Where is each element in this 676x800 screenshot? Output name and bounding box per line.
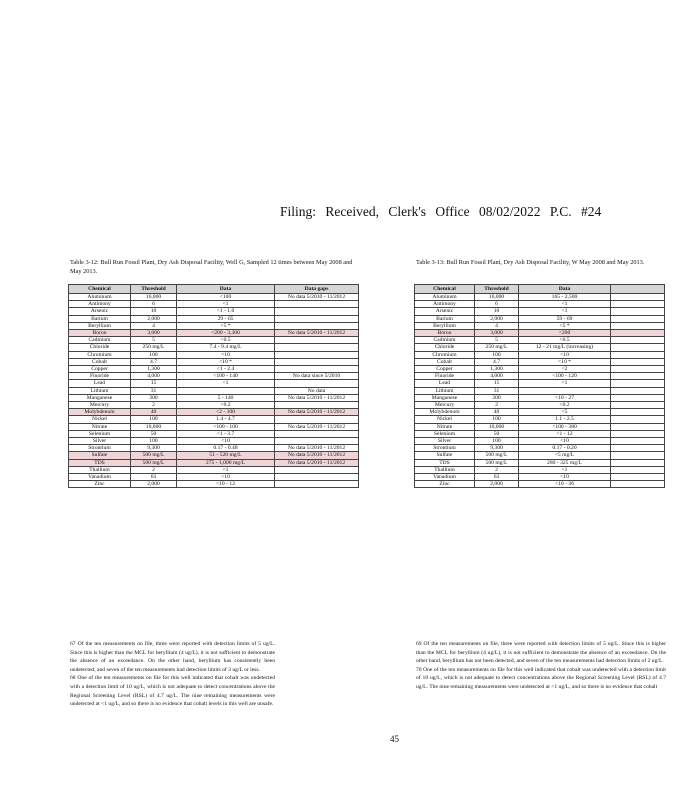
table-cell: <200 [519, 330, 611, 337]
table-cell: Nitrate [415, 423, 475, 430]
footnote: 68 One of the ten measurements on file for this well indicated that cobalt was undetected with a detection limit of 10 ug/L, which is not adequate to detect concentrations above the Regional Screening Level (RSL) of 4.7 ug/L. The nine remaining measurements were undetected at <1 ug/L, and so there is no evidence that cobalt levels in this well are unsafe. [70, 675, 275, 708]
table-cell: <10 [519, 438, 611, 445]
table-cell: 59 - 69 [519, 315, 611, 322]
table-cell: 5 - 140 [177, 394, 275, 401]
table-cell: 4 [131, 322, 177, 329]
table-cell: <1 [519, 301, 611, 308]
table-cell: 51 - 520 mg/L [177, 452, 275, 459]
table-cell: Chromium [69, 351, 131, 358]
column-header: Data [177, 285, 275, 294]
table-cell: 1.1 - 2.5 [519, 416, 611, 423]
table-row [69, 452, 359, 459]
table-cell: Antimony [415, 301, 475, 308]
table-row [69, 481, 359, 488]
table-cell [275, 481, 359, 488]
column-header: Chemical [415, 285, 475, 294]
table-cell: <100 - 100 [177, 423, 275, 430]
table-cell: Nickel [415, 416, 475, 423]
table-cell: Fluoride [415, 373, 475, 380]
table-cell: 10 [475, 308, 519, 315]
table-row [69, 416, 359, 423]
table-cell: Molybdenum [69, 409, 131, 416]
table-row [69, 373, 359, 380]
table-cell [611, 474, 665, 481]
table-cell: Manganese [415, 394, 475, 401]
table-cell: <100 [177, 294, 275, 301]
table-row [415, 438, 665, 445]
table-cell: Beryllium [415, 322, 475, 329]
table-row [415, 344, 665, 351]
table-cell: 4.7 [131, 358, 177, 365]
table-cell: Arsenic [415, 308, 475, 315]
table-row [69, 380, 359, 387]
table-cell: 9,300 [131, 445, 177, 452]
table-cell: <10 * [519, 358, 611, 365]
filing-stamp: Filing: Received, Clerk's Office 08/02/2022 P.C. #24 [280, 204, 602, 219]
table-cell [611, 301, 665, 308]
table-cell: 250 mg/L [475, 344, 519, 351]
table-cell: No data 5/2010 - 11/2012 [275, 445, 359, 452]
table-cell: <10 - 27 [519, 394, 611, 401]
table-cell [611, 322, 665, 329]
table-header-row [69, 285, 359, 294]
table-cell: 10,000 [131, 423, 177, 430]
table-cell: 300 [475, 394, 519, 401]
table-cell [611, 423, 665, 430]
table-cell [611, 452, 665, 459]
table-cell: <200 - 3,300 [177, 330, 275, 337]
table-cell [611, 373, 665, 380]
table-row [415, 402, 665, 409]
table-cell: Antimony [69, 301, 131, 308]
table-cell: <10 - 36 [519, 481, 611, 488]
table-row [415, 466, 665, 473]
table-cell [275, 344, 359, 351]
table-cell [611, 394, 665, 401]
table-cell: <2 - 100 [177, 409, 275, 416]
table-cell: 4.7 [475, 358, 519, 365]
right-footnotes-region [414, 640, 666, 735]
table-cell: Vanadium [415, 474, 475, 481]
table-cell: TDS [415, 459, 475, 466]
table-row [69, 366, 359, 373]
table-cell: <1 [177, 380, 275, 387]
table-cell [275, 402, 359, 409]
table-row [415, 301, 665, 308]
table-cell: <100 - 380 [519, 423, 611, 430]
table-cell: Chloride [69, 344, 131, 351]
table-cell: 1,300 [475, 366, 519, 373]
table-row [415, 423, 665, 430]
table-cell: TDS [69, 459, 131, 466]
table-cell: No data since 5/2010 [275, 373, 359, 380]
table-cell: No data 5/2010 - 11/2012 [275, 423, 359, 430]
table-cell [611, 351, 665, 358]
table-row [69, 423, 359, 430]
table-row [415, 315, 665, 322]
table-row [415, 351, 665, 358]
table-cell: 6 [131, 301, 177, 308]
table-cell: Mercury [69, 402, 131, 409]
table-row [69, 294, 359, 301]
table-cell: Boron [69, 330, 131, 337]
column-header: Threshold [131, 285, 177, 294]
table-cell: 100 [131, 351, 177, 358]
table-cell: 40 [131, 409, 177, 416]
table-cell: <1 - 12 [519, 430, 611, 437]
table-cell: No data 5/2010 - 11/2012 [275, 409, 359, 416]
table-cell: 1.4 - 4.7 [177, 416, 275, 423]
table-cell: Zinc [415, 481, 475, 488]
column-header: Threshold [475, 285, 519, 294]
table-cell [611, 438, 665, 445]
table-cell [275, 430, 359, 437]
table-cell [611, 308, 665, 315]
table-cell [275, 438, 359, 445]
table-row [69, 337, 359, 344]
table-cell: Copper [415, 366, 475, 373]
table-cell: 7.4 - 9.4 mg/L [177, 344, 275, 351]
table-cell: 500 mg/L [475, 459, 519, 466]
table-cell: 2,000 [131, 481, 177, 488]
table-cell: 31 [475, 387, 519, 394]
table-cell [611, 315, 665, 322]
table-cell: Selenium [415, 430, 475, 437]
table-cell: 50 [475, 430, 519, 437]
table-cell [275, 351, 359, 358]
table-cell: Selenium [69, 430, 131, 437]
table-cell: <5 * [177, 322, 275, 329]
table-cell: 6 [475, 301, 519, 308]
table-cell: Thallium [415, 466, 475, 473]
table-cell: 63 [131, 474, 177, 481]
table-cell: <2 [519, 366, 611, 373]
table-cell: Mercury [415, 402, 475, 409]
table-row [69, 474, 359, 481]
table-cell [275, 366, 359, 373]
table-cell: 100 [475, 351, 519, 358]
table-cell: 10,000 [475, 423, 519, 430]
table-cell: 250 mg/L [131, 344, 177, 351]
table-cell: 5 [475, 337, 519, 344]
table-cell: No data 5/2010 - 11/2012 [275, 394, 359, 401]
table-row [415, 387, 665, 394]
table-cell [275, 416, 359, 423]
table-row [415, 294, 665, 301]
table-cell: <100 - 140 [177, 373, 275, 380]
table-cell: <1 [519, 308, 611, 315]
table-cell: <10 [519, 351, 611, 358]
table-row [69, 394, 359, 401]
table-row [69, 438, 359, 445]
table-cell: <1 [177, 466, 275, 473]
table-cell: Chloride [415, 344, 475, 351]
table-row [69, 301, 359, 308]
table-row [415, 459, 665, 466]
page-number: 45 [390, 734, 399, 744]
table-cell: 275 - 1,000 mg/L [177, 459, 275, 466]
table-cell: Chromium [415, 351, 475, 358]
table-cell: 2 [131, 466, 177, 473]
table-cell: Barium [69, 315, 131, 322]
table-cell: 50 [131, 430, 177, 437]
table-cell: 2,000 [131, 315, 177, 322]
table-cell: <10 [519, 474, 611, 481]
table-cell: 3,000 [475, 330, 519, 337]
table-cell [611, 294, 665, 301]
table-cell: <0.5 [177, 337, 275, 344]
table-cell [611, 358, 665, 365]
table-cell: <10 [177, 438, 275, 445]
table-row [415, 337, 665, 344]
table-cell: 63 [475, 474, 519, 481]
table-cell: 31 [131, 387, 177, 394]
table-cell: <10 [177, 351, 275, 358]
table-cell: 2,000 [475, 481, 519, 488]
table-cell [177, 387, 275, 394]
table-cell: No data [275, 387, 359, 394]
table-cell: Molybdenum [415, 409, 475, 416]
table-cell: 4,000 [475, 373, 519, 380]
table-cell: Lithium [415, 387, 475, 394]
table-cell: No data 5/2010 - 11/2012 [275, 294, 359, 301]
right-table-region [414, 256, 645, 586]
footnote: 67 Of the ten measurements on file, three were reported with detection limits of 5 ug/L. Since this is higher than the MCL for beryllium (4 ug/L), it is not sufficient to demonstrate the absence of an exceedance. On the other hand, beryllium has consistently been undetected, and seven of the ten measurements had detection limits of 3 ug/L or less. [70, 641, 275, 673]
column-header [611, 285, 665, 294]
table-cell: Cobalt [415, 358, 475, 365]
table-cell [611, 330, 665, 337]
table-cell: Silver [415, 438, 475, 445]
table-row [69, 358, 359, 365]
table-cell [275, 466, 359, 473]
column-header: Data [519, 285, 611, 294]
table-cell: Aluminum [415, 294, 475, 301]
table-row [69, 308, 359, 315]
table-cell: 300 [131, 394, 177, 401]
table-row [415, 430, 665, 437]
table-cell: 100 [475, 438, 519, 445]
table-row [415, 474, 665, 481]
table-row [415, 481, 665, 488]
footnote: 70 One of the ten measurements on file for this well indicated that cobalt was undetected with a detection limit of 10 ug/L, which is not adequate to detect concentrations above the Regional Screening Level (RSL) of 4.7 ug/L. The nine remaining measurements were undetected at <1 ug/L, and so there is no evidence that cobalt [416, 666, 666, 690]
table-cell [275, 308, 359, 315]
table-cell: No data 5/2010 - 11/2012 [275, 459, 359, 466]
right-table-caption: Table 3-13: Bull Run Fossil Plant, Dry Ash Disposal Facility, W May 2008 and May 2013. [416, 259, 645, 266]
table-cell: Lithium [69, 387, 131, 394]
table-cell: <1 [519, 380, 611, 387]
table-row [415, 452, 665, 459]
table-cell: 3,000 [131, 330, 177, 337]
table-cell: <5 * [519, 322, 611, 329]
table-row [415, 322, 665, 329]
table-row [69, 387, 359, 394]
table-cell: 500 mg/L [475, 452, 519, 459]
column-header: Chemical [69, 285, 131, 294]
left-table-caption: Table 3-12: Bull Run Fossil Plant, Dry Ash Disposal Facility, Well G, Sampled 12 times between May 2008 and May 2013. [70, 259, 353, 275]
table-cell: Vanadium [69, 474, 131, 481]
table-cell: 100 [475, 416, 519, 423]
table-cell: Nitrate [69, 423, 131, 430]
table-cell: 165 - 2,500 [519, 294, 611, 301]
table-row [69, 445, 359, 452]
table-cell: 500 mg/L [131, 452, 177, 459]
left-data-table [68, 284, 359, 488]
table-cell: No data 5/2010 - 11/2012 [275, 452, 359, 459]
table-cell: Nickel [69, 416, 131, 423]
table-cell: Manganese [69, 394, 131, 401]
table-row [69, 402, 359, 409]
table-cell: Fluoride [69, 373, 131, 380]
table-cell: Arsenic [69, 308, 131, 315]
table-cell: 100 [131, 438, 177, 445]
table-cell [611, 337, 665, 344]
table-cell: <0.2 [177, 402, 275, 409]
table-row [69, 344, 359, 351]
table-row [69, 322, 359, 329]
table-cell [275, 474, 359, 481]
table-cell: Beryllium [69, 322, 131, 329]
table-cell: Cadmium [415, 337, 475, 344]
table-cell [275, 315, 359, 322]
table-cell: Copper [69, 366, 131, 373]
table-cell: Barium [415, 315, 475, 322]
table-cell: Strontium [415, 445, 475, 452]
table-header-row [415, 285, 665, 294]
table-cell: Strontium [69, 445, 131, 452]
table-cell: 9,300 [475, 445, 519, 452]
table-cell: Cadmium [69, 337, 131, 344]
table-row [415, 373, 665, 380]
table-cell: <100 - 120 [519, 373, 611, 380]
table-cell: 16,000 [131, 294, 177, 301]
table-row [69, 466, 359, 473]
table-cell: Boron [415, 330, 475, 337]
table-cell [611, 366, 665, 373]
table-cell: Thallium [69, 466, 131, 473]
table-cell: <1 [519, 466, 611, 473]
table-cell: Sulfate [415, 452, 475, 459]
table-cell [275, 337, 359, 344]
table-cell: 4,000 [131, 373, 177, 380]
table-row [415, 366, 665, 373]
footnote: 69 Of the ten measurements on file, three were reported with detection limits of 5 ug/L. Since this is higher than the MCL for beryllium (4 ug/L), it is not sufficient to demonstrate the absence of an exceedance. On the other hand, beryllium has not been detected, and seven of the ten measurements had detection limits of 2 ug/L. [416, 641, 666, 665]
table-cell: 16,000 [475, 294, 519, 301]
left-footnotes [70, 640, 275, 709]
table-cell: 40 [475, 409, 519, 416]
table-cell: <5 mg/L [519, 452, 611, 459]
table-row [415, 445, 665, 452]
table-cell: 2 [475, 466, 519, 473]
table-cell [275, 358, 359, 365]
table-cell [611, 466, 665, 473]
table-cell: 15 [475, 380, 519, 387]
table-cell [275, 322, 359, 329]
table-cell [275, 380, 359, 387]
table-cell: 2,000 [475, 315, 519, 322]
table-cell: Aluminum [69, 294, 131, 301]
table-cell: No data 5/2010 - 11/2012 [275, 330, 359, 337]
table-row [69, 330, 359, 337]
table-cell: <10 * [177, 358, 275, 365]
table-cell [611, 481, 665, 488]
table-cell: Zinc [69, 481, 131, 488]
table-cell [611, 344, 665, 351]
right-data-table [414, 284, 665, 488]
table-row [415, 394, 665, 401]
table-cell [611, 459, 665, 466]
table-cell: 10 [131, 308, 177, 315]
table-cell: Lead [415, 380, 475, 387]
table-cell [519, 387, 611, 394]
table-cell: 15 [131, 380, 177, 387]
table-cell [611, 445, 665, 452]
table-row [69, 430, 359, 437]
table-cell: <5 [519, 409, 611, 416]
table-row [415, 380, 665, 387]
table-row [69, 459, 359, 466]
right-footnotes [416, 640, 666, 692]
table-row [415, 416, 665, 423]
table-cell: <0.2 [519, 402, 611, 409]
table-cell: 4 [475, 322, 519, 329]
table-cell [611, 409, 665, 416]
table-cell: Lead [69, 380, 131, 387]
table-row [69, 409, 359, 416]
table-cell [611, 402, 665, 409]
table-cell [275, 301, 359, 308]
table-cell: <10 [177, 474, 275, 481]
table-cell [611, 380, 665, 387]
table-row [69, 315, 359, 322]
table-cell: <1 - 2.4 [177, 366, 275, 373]
table-cell: 280 - 325 mg/L [519, 459, 611, 466]
table-row [415, 409, 665, 416]
table-cell: 0.17 - 0.20 [519, 445, 611, 452]
table-cell: <1 - 1.0 [177, 308, 275, 315]
table-cell: <1 - 3.7 [177, 430, 275, 437]
table-cell: 100 [131, 416, 177, 423]
table-cell [611, 416, 665, 423]
table-row [69, 351, 359, 358]
table-cell: 1,300 [131, 366, 177, 373]
table-cell: <0.5 [519, 337, 611, 344]
table-cell: 0.17 - 0.48 [177, 445, 275, 452]
table-cell: Sulfate [69, 452, 131, 459]
table-cell [611, 430, 665, 437]
table-cell: <1 [177, 301, 275, 308]
table-row [415, 308, 665, 315]
table-cell: 2 [131, 402, 177, 409]
table-cell: Silver [69, 438, 131, 445]
table-row [415, 330, 665, 337]
table-cell: 29 - 65 [177, 315, 275, 322]
table-cell [611, 387, 665, 394]
table-cell: <10 - 12 [177, 481, 275, 488]
column-header: Data gaps [275, 285, 359, 294]
table-cell: 5 [131, 337, 177, 344]
table-cell: 500 mg/L [131, 459, 177, 466]
table-cell: Cobalt [69, 358, 131, 365]
table-cell: 2 [475, 402, 519, 409]
table-cell: 12 - 21 mg/L (increasing) [519, 344, 611, 351]
table-row [415, 358, 665, 365]
